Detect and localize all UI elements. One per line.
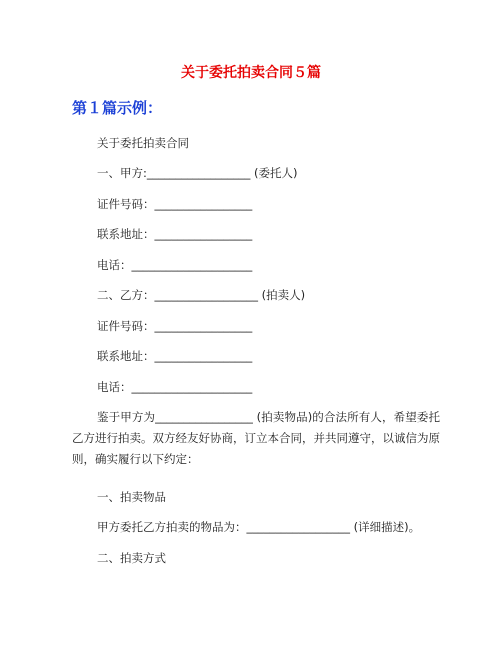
party-a-phone-line: 电话：_____________________ [97, 258, 253, 272]
party-a-line: 一、甲方:__________________ (委托人) [97, 166, 298, 180]
clause-1-body: 甲方委托乙方拍卖的物品为：__________________ (详细描述)。 [97, 520, 421, 534]
document-title: 关于委托拍卖合同５篇 [181, 65, 321, 81]
party-a-address-line: 联系地址：_________________ [97, 227, 253, 241]
section-heading: 第１篇示例： [72, 99, 163, 117]
party-b-id-line: 证件号码：_________________ [97, 319, 253, 333]
party-b-line: 二、乙方：__________________ (拍卖人) [97, 288, 306, 302]
party-b-address-line: 联系地址：_________________ [97, 349, 253, 363]
party-a-id-line: 证件号码：_________________ [97, 197, 253, 211]
clause-1-heading: 一、拍卖物品 [97, 490, 166, 504]
party-b-phone-line: 电话：_____________________ [97, 380, 253, 394]
clause-2-heading: 二、拍卖方式 [97, 551, 166, 565]
preamble-paragraph: 鉴于甲方为_________________ (拍卖物品)的合法所有人，希望委托乙方进行拍卖。双方经友好协商，订立本合同，并共同遵守，以诚信为原则，确实履行以下约定： [72, 410, 440, 466]
contract-subtitle: 关于委托拍卖合同 [97, 136, 189, 150]
